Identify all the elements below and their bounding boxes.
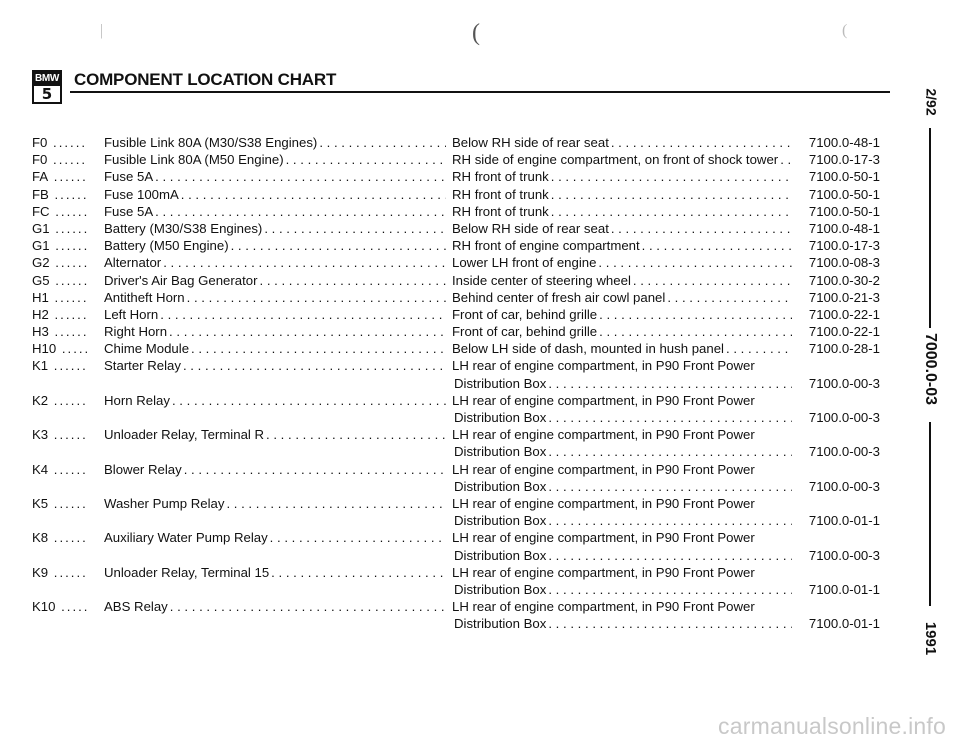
location-text: LH rear of engine compartment, in P90 Front Power bbox=[452, 564, 755, 580]
leader-dots bbox=[286, 151, 446, 168]
leader-dots bbox=[548, 443, 792, 460]
location-cell bbox=[452, 340, 798, 357]
component-code-text: K1 bbox=[32, 358, 49, 374]
leader-dots: ...... bbox=[48, 306, 89, 322]
reference-number: 7100.0-50-1 bbox=[808, 186, 880, 202]
component-name-cell bbox=[104, 203, 452, 220]
leader-dots bbox=[642, 237, 792, 254]
component-code-text: G2 bbox=[32, 255, 50, 271]
component-code bbox=[32, 461, 104, 478]
component-code bbox=[32, 323, 104, 340]
location-cell bbox=[452, 254, 798, 271]
table-row-line bbox=[32, 168, 880, 185]
component-name-cell bbox=[104, 272, 452, 289]
leader-dots bbox=[191, 340, 446, 357]
margin-group-number: 7000.0-03 bbox=[922, 332, 939, 406]
component-code bbox=[32, 495, 104, 512]
reference-number: 7100.0-00-3 bbox=[808, 478, 880, 494]
location-text-continued: Distribution Box bbox=[454, 513, 547, 529]
leader-dots: ...... bbox=[49, 255, 90, 271]
location-text: Behind center of fresh air cowl panel bbox=[452, 289, 666, 305]
location-text-continued: Distribution Box bbox=[454, 444, 547, 460]
leader-dots: ...... bbox=[48, 358, 88, 374]
leader-dots bbox=[551, 203, 792, 220]
component-code bbox=[32, 306, 104, 323]
reference-number: 7100.0-01-1 bbox=[808, 616, 880, 632]
leader-dots bbox=[319, 134, 446, 151]
location-text: Below RH side of rear seat bbox=[452, 135, 609, 150]
component-name: Fuse 5A bbox=[104, 169, 154, 185]
component-name-cell bbox=[104, 306, 452, 323]
leader-dots bbox=[226, 495, 446, 512]
table-row-line bbox=[32, 323, 880, 340]
table-row-line bbox=[32, 237, 880, 254]
table-row-line bbox=[32, 357, 880, 374]
table-row-continuation bbox=[32, 478, 880, 495]
table-row-line bbox=[32, 134, 880, 151]
component-name-cell bbox=[104, 237, 452, 254]
table-row-continuation bbox=[32, 547, 880, 564]
table-row-continuation bbox=[32, 581, 880, 598]
table-row bbox=[32, 289, 880, 306]
component-code-text: H3 bbox=[32, 324, 49, 340]
leader-dots bbox=[548, 547, 792, 564]
component-code bbox=[32, 289, 104, 306]
reference-number: 7100.0-00-3 bbox=[808, 547, 880, 563]
component-code-text: G1 bbox=[32, 238, 50, 254]
reference-number: 7100.0-01-1 bbox=[808, 581, 880, 597]
leader-dots: ...... bbox=[47, 152, 88, 168]
leader-dots: ...... bbox=[48, 289, 89, 305]
location-text: RH front of trunk bbox=[452, 203, 549, 219]
table-row-line bbox=[32, 203, 880, 220]
component-code bbox=[32, 254, 104, 271]
component-code-text: FC bbox=[32, 203, 50, 219]
bmw-5-series-logo bbox=[32, 70, 62, 104]
table-row-line bbox=[32, 289, 880, 306]
table-row-continuation bbox=[32, 512, 880, 529]
location-text: LH rear of engine compartment, in P90 Front Power bbox=[452, 427, 755, 443]
location-cell bbox=[452, 495, 798, 512]
location-text: Inside center of steering wheel bbox=[452, 272, 631, 288]
location-cell bbox=[452, 306, 798, 323]
location-cell bbox=[452, 461, 798, 478]
leader-dots: ...... bbox=[48, 461, 88, 477]
table-row bbox=[32, 340, 880, 357]
table-row bbox=[32, 564, 880, 598]
table-row bbox=[32, 168, 880, 185]
leader-dots bbox=[155, 203, 446, 220]
location-text: Front of car, behind grille bbox=[452, 324, 598, 340]
location-text: Below LH side of dash, mounted in hush panel bbox=[452, 341, 724, 357]
leader-dots bbox=[780, 151, 792, 168]
component-name-cell bbox=[104, 340, 452, 357]
location-cell bbox=[452, 547, 798, 564]
page-title: COMPONENT LOCATION CHART bbox=[74, 70, 337, 89]
component-code-text: K9 bbox=[32, 564, 49, 580]
table-row bbox=[32, 134, 880, 151]
reference-number: 7100.0-50-1 bbox=[808, 203, 880, 219]
component-name: Fusible Link 80A (M50 Engine) bbox=[104, 152, 284, 168]
scan-mark: ( bbox=[472, 20, 480, 46]
location-text: Lower LH front of engine bbox=[452, 255, 597, 271]
component-code-text: G1 bbox=[32, 220, 50, 236]
component-name-cell bbox=[104, 357, 452, 374]
location-cell bbox=[452, 168, 798, 185]
component-name-cell bbox=[104, 564, 452, 581]
location-cell bbox=[452, 443, 798, 460]
leader-dots: ...... bbox=[48, 427, 88, 443]
component-code bbox=[32, 151, 104, 168]
reference-number: 7100.0-48-1 bbox=[808, 220, 880, 236]
table-row-line bbox=[32, 392, 880, 409]
table-row bbox=[32, 426, 880, 460]
reference-number: 7100.0-22-1 bbox=[808, 324, 880, 340]
table-row-continuation bbox=[32, 375, 880, 392]
component-name: Fuse 100mA bbox=[104, 186, 179, 202]
component-name: Auxiliary Water Pump Relay bbox=[104, 530, 268, 546]
location-cell bbox=[452, 289, 798, 306]
leader-dots bbox=[181, 186, 446, 203]
table-row bbox=[32, 203, 880, 220]
table-row-continuation bbox=[32, 443, 880, 460]
component-code bbox=[32, 220, 104, 237]
leader-dots bbox=[599, 323, 792, 340]
table-row-line bbox=[32, 495, 880, 512]
location-text-continued: Distribution Box bbox=[454, 581, 547, 597]
location-text: Front of car, behind grille bbox=[452, 306, 598, 322]
location-cell bbox=[452, 615, 798, 632]
reference-number: 7100.0-30-2 bbox=[808, 272, 880, 288]
component-name: Fusible Link 80A (M30/S38 Engines) bbox=[104, 135, 318, 150]
component-code bbox=[32, 357, 104, 374]
leader-dots bbox=[270, 529, 446, 546]
table-row bbox=[32, 237, 880, 254]
leader-dots bbox=[551, 168, 792, 185]
component-name: Battery (M50 Engine) bbox=[104, 238, 229, 254]
table-row-continuation bbox=[32, 615, 880, 632]
component-code-text: FB bbox=[32, 186, 49, 202]
leader-dots bbox=[266, 426, 446, 443]
reference-number: 7100.0-50-1 bbox=[808, 169, 880, 185]
leader-dots: ...... bbox=[48, 392, 88, 408]
table-row-line bbox=[32, 151, 880, 168]
leader-dots: ...... bbox=[48, 324, 89, 340]
component-code bbox=[32, 186, 104, 203]
leader-dots bbox=[598, 254, 792, 271]
table-row-line bbox=[32, 254, 880, 271]
leader-dots bbox=[183, 357, 446, 374]
leader-dots bbox=[187, 289, 446, 306]
leader-dots: ..... bbox=[56, 341, 91, 357]
component-name-cell bbox=[104, 392, 452, 409]
table-row-line bbox=[32, 598, 880, 615]
location-cell bbox=[452, 392, 798, 409]
table-row-line bbox=[32, 272, 880, 289]
component-code-text: K8 bbox=[32, 530, 49, 546]
location-cell bbox=[452, 323, 798, 340]
component-code bbox=[32, 134, 104, 151]
leader-dots: ...... bbox=[48, 564, 88, 580]
component-table bbox=[32, 134, 880, 632]
location-text: LH rear of engine compartment, in P90 Front Power bbox=[452, 461, 755, 477]
location-cell bbox=[452, 237, 798, 254]
reference-number: 7100.0-22-1 bbox=[808, 306, 880, 322]
component-code-text: K3 bbox=[32, 427, 49, 443]
location-text: RH front of engine compartment bbox=[452, 238, 640, 254]
reference-number: 7100.0-21-3 bbox=[808, 289, 880, 305]
leader-dots bbox=[599, 306, 792, 323]
leader-dots bbox=[548, 375, 792, 392]
location-cell bbox=[452, 134, 798, 151]
table-row-line bbox=[32, 426, 880, 443]
table-row bbox=[32, 254, 880, 271]
leader-dots: ...... bbox=[48, 530, 88, 546]
table-row-line bbox=[32, 529, 880, 546]
component-name: Unloader Relay, Terminal R bbox=[104, 427, 265, 443]
component-code bbox=[32, 168, 104, 185]
component-name: Left Horn bbox=[104, 306, 159, 322]
leader-dots bbox=[548, 512, 792, 529]
component-code-text: F0 bbox=[32, 152, 48, 168]
location-text: RH front of trunk bbox=[452, 169, 549, 185]
margin-rule bbox=[929, 128, 931, 328]
location-cell bbox=[452, 426, 798, 443]
component-name: Chime Module bbox=[104, 341, 190, 357]
table-row bbox=[32, 529, 880, 563]
table-row bbox=[32, 151, 880, 168]
table-row bbox=[32, 306, 880, 323]
location-text: LH rear of engine compartment, in P90 Front Power bbox=[452, 530, 755, 546]
location-text: LH rear of engine compartment, in P90 Front Power bbox=[452, 392, 755, 408]
component-name: ABS Relay bbox=[104, 599, 168, 615]
leader-dots bbox=[260, 272, 447, 289]
component-code bbox=[32, 203, 104, 220]
leader-dots bbox=[170, 598, 446, 615]
table-row bbox=[32, 272, 880, 289]
reference-number: 7100.0-00-3 bbox=[808, 375, 880, 391]
leader-dots: ...... bbox=[49, 220, 90, 236]
location-cell bbox=[452, 564, 798, 581]
location-text: LH rear of engine compartment, in P90 Front Power bbox=[452, 599, 755, 615]
location-text: LH rear of engine compartment, in P90 Front Power bbox=[452, 358, 755, 374]
leader-dots bbox=[271, 564, 446, 581]
component-name: Unloader Relay, Terminal 15 bbox=[104, 564, 270, 580]
location-cell bbox=[452, 529, 798, 546]
leader-dots bbox=[548, 409, 792, 426]
title-rule bbox=[70, 91, 890, 93]
leader-dots bbox=[667, 289, 792, 306]
component-code-text: H10 bbox=[32, 341, 57, 357]
component-code-text: FA bbox=[32, 169, 49, 185]
table-row bbox=[32, 186, 880, 203]
leader-dots bbox=[633, 272, 792, 289]
location-cell bbox=[452, 357, 798, 374]
reference-number: 7100.0-01-1 bbox=[808, 513, 880, 529]
component-name-cell bbox=[104, 426, 452, 443]
leader-dots bbox=[264, 220, 446, 237]
component-name: Washer Pump Relay bbox=[104, 495, 225, 511]
leader-dots bbox=[548, 615, 792, 632]
table-row-line bbox=[32, 220, 880, 237]
leader-dots: ...... bbox=[47, 135, 88, 150]
component-name-cell bbox=[104, 254, 452, 271]
component-name: Starter Relay bbox=[104, 358, 181, 374]
location-text-continued: Distribution Box bbox=[454, 616, 547, 632]
component-name-cell bbox=[104, 289, 452, 306]
location-cell bbox=[452, 409, 798, 426]
logo-series: 5 bbox=[41, 85, 53, 103]
component-name-cell bbox=[104, 529, 452, 546]
location-text-continued: Distribution Box bbox=[454, 478, 547, 494]
component-name-cell bbox=[104, 495, 452, 512]
location-text: RH front of trunk bbox=[452, 186, 549, 202]
leader-dots: ...... bbox=[49, 238, 90, 254]
leader-dots bbox=[726, 340, 792, 357]
table-row bbox=[32, 392, 880, 426]
component-name-cell bbox=[104, 134, 452, 151]
component-code-text: K10 bbox=[32, 599, 56, 615]
component-name: Driver's Air Bag Generator bbox=[104, 272, 258, 288]
component-code-text: K4 bbox=[32, 461, 49, 477]
component-name: Antitheft Horn bbox=[104, 289, 185, 305]
component-code bbox=[32, 237, 104, 254]
location-text: Below RH side of rear seat bbox=[452, 220, 609, 236]
leader-dots bbox=[611, 220, 792, 237]
leader-dots bbox=[551, 186, 792, 203]
component-code-text: K5 bbox=[32, 495, 49, 511]
component-name: Horn Relay bbox=[104, 392, 170, 408]
table-row bbox=[32, 220, 880, 237]
location-cell bbox=[452, 186, 798, 203]
leader-dots bbox=[548, 581, 792, 598]
table-row-continuation bbox=[32, 409, 880, 426]
component-name-cell bbox=[104, 186, 452, 203]
component-name: Battery (M30/S38 Engines) bbox=[104, 220, 263, 236]
location-cell bbox=[452, 220, 798, 237]
component-name-cell bbox=[104, 598, 452, 615]
component-code bbox=[32, 340, 104, 357]
leader-dots: ...... bbox=[49, 203, 90, 219]
component-name-cell bbox=[104, 461, 452, 478]
location-cell bbox=[452, 272, 798, 289]
leader-dots: ...... bbox=[48, 186, 89, 202]
location-cell bbox=[452, 375, 798, 392]
component-code-text: F0 bbox=[32, 135, 48, 150]
table-row-line bbox=[32, 461, 880, 478]
table-row bbox=[32, 461, 880, 495]
table-row-line bbox=[32, 306, 880, 323]
leader-dots bbox=[169, 323, 446, 340]
leader-dots: ...... bbox=[49, 272, 90, 288]
scan-mark: | bbox=[100, 22, 104, 39]
leader-dots bbox=[231, 237, 446, 254]
component-name: Alternator bbox=[104, 255, 162, 271]
location-cell bbox=[452, 512, 798, 529]
component-name-cell bbox=[104, 151, 452, 168]
reference-number: 7100.0-08-3 bbox=[808, 255, 880, 271]
location-cell bbox=[452, 478, 798, 495]
component-code bbox=[32, 598, 104, 615]
logo-brand: BMW bbox=[34, 73, 60, 84]
table-row bbox=[32, 323, 880, 340]
watermark: carmanualsonline.info bbox=[718, 713, 946, 739]
component-code-text: K2 bbox=[32, 392, 49, 408]
component-code-text: H2 bbox=[32, 306, 49, 322]
component-name-cell bbox=[104, 168, 452, 185]
reference-number: 7100.0-17-3 bbox=[808, 238, 880, 254]
component-name-cell bbox=[104, 220, 452, 237]
location-cell bbox=[452, 581, 798, 598]
component-code bbox=[32, 272, 104, 289]
location-text-continued: Distribution Box bbox=[454, 410, 547, 425]
location-text: LH rear of engine compartment, in P90 Front Power bbox=[452, 495, 755, 511]
margin-rule bbox=[929, 422, 931, 606]
table-row-line bbox=[32, 186, 880, 203]
margin-date: 2/92 bbox=[923, 88, 940, 116]
leader-dots bbox=[163, 254, 446, 271]
reference-number: 7100.0-17-3 bbox=[808, 152, 880, 168]
scan-mark: ( bbox=[842, 22, 848, 39]
location-cell bbox=[452, 598, 798, 615]
component-code bbox=[32, 529, 104, 546]
leader-dots: ..... bbox=[55, 599, 90, 615]
location-text-continued: Distribution Box bbox=[454, 547, 547, 563]
margin-year: 1991 bbox=[922, 621, 940, 656]
location-cell bbox=[452, 203, 798, 220]
location-cell bbox=[452, 151, 798, 168]
component-code bbox=[32, 564, 104, 581]
table-row bbox=[32, 357, 880, 391]
component-name: Blower Relay bbox=[104, 461, 182, 477]
leader-dots bbox=[160, 306, 446, 323]
leader-dots bbox=[548, 478, 792, 495]
reference-number: 7100.0-00-3 bbox=[808, 444, 880, 460]
leader-dots bbox=[155, 168, 446, 185]
leader-dots: ...... bbox=[48, 169, 88, 185]
component-code bbox=[32, 426, 104, 443]
table-row bbox=[32, 495, 880, 529]
component-name-cell bbox=[104, 323, 452, 340]
leader-dots bbox=[184, 461, 446, 478]
leader-dots: ...... bbox=[48, 495, 88, 511]
leader-dots bbox=[611, 134, 792, 151]
reference-number: 7100.0-48-1 bbox=[808, 135, 880, 150]
component-code bbox=[32, 392, 104, 409]
table-row bbox=[32, 598, 880, 632]
table-row-line bbox=[32, 564, 880, 581]
leader-dots bbox=[172, 392, 446, 409]
location-text-continued: Distribution Box bbox=[454, 375, 547, 391]
component-code-text: H1 bbox=[32, 289, 49, 305]
location-text: RH side of engine compartment, on front of shock tower bbox=[452, 152, 779, 168]
table-row-line bbox=[32, 340, 880, 357]
reference-number: 7100.0-00-3 bbox=[808, 410, 880, 425]
component-name: Right Horn bbox=[104, 324, 168, 340]
reference-number: 7100.0-28-1 bbox=[808, 341, 880, 357]
component-code-text: G5 bbox=[32, 272, 50, 288]
component-name: Fuse 5A bbox=[104, 203, 154, 219]
